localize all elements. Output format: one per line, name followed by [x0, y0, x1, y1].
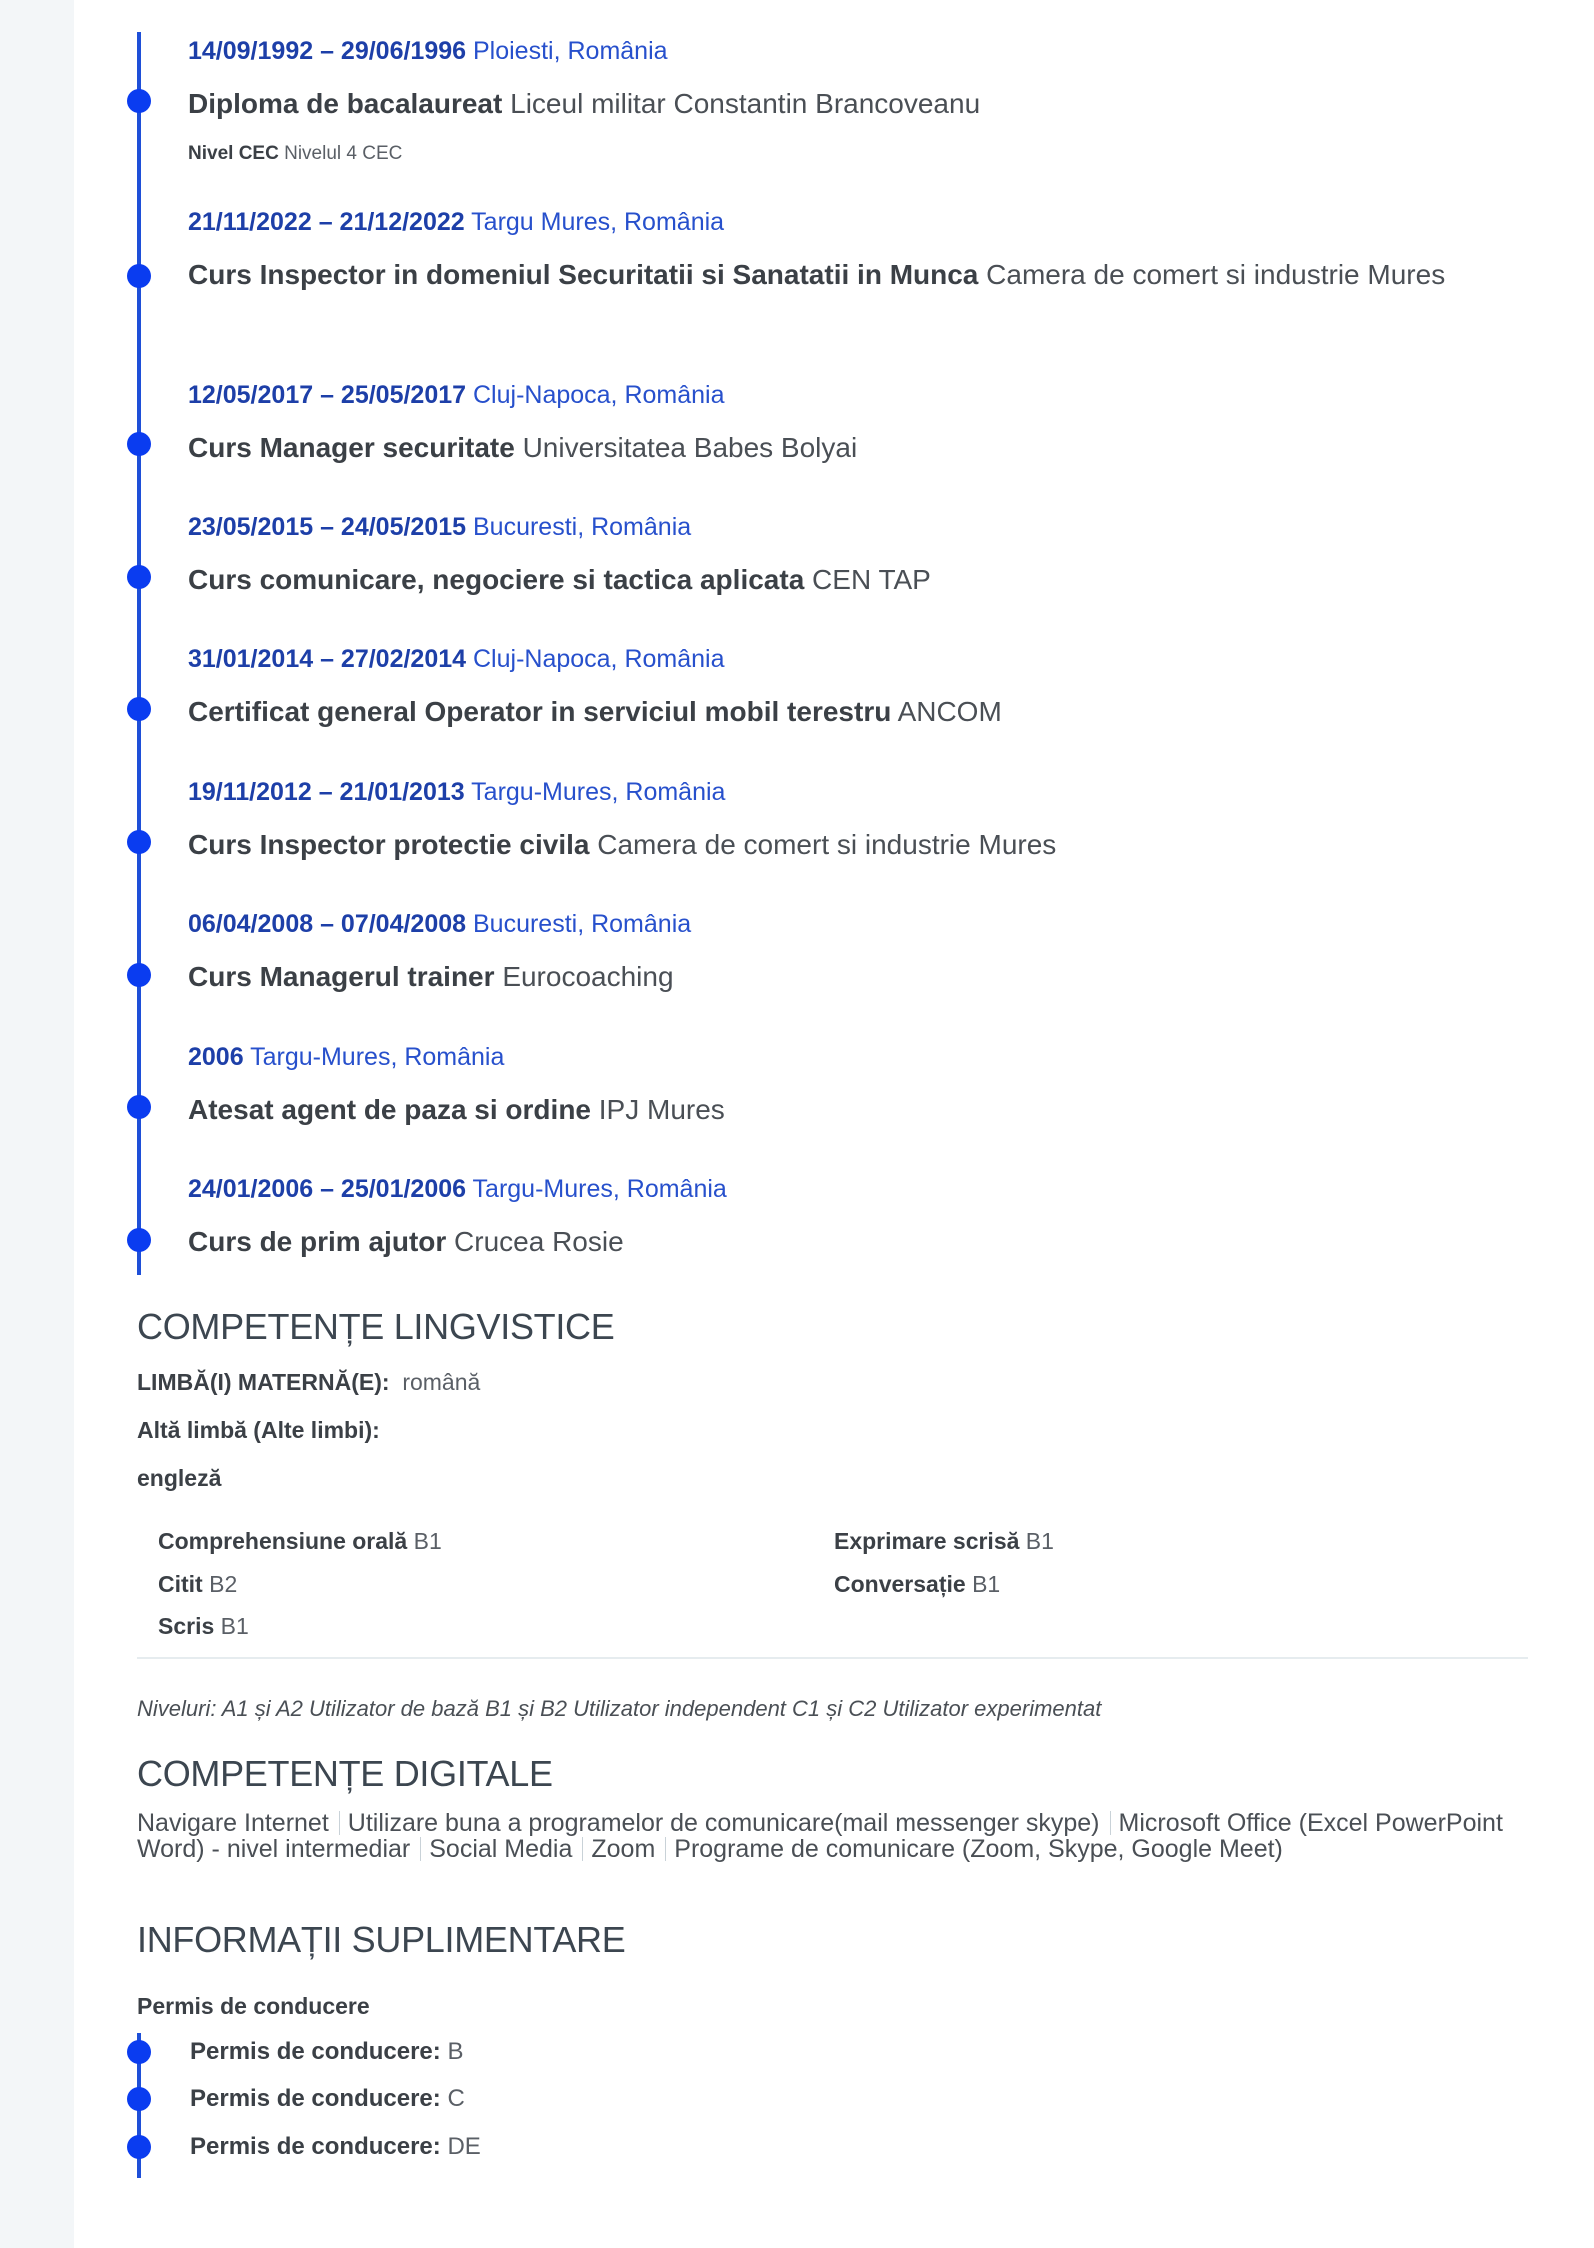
skill-level: B1	[413, 1528, 442, 1554]
other-language-name	[137, 1464, 221, 1492]
entry-title	[188, 561, 1528, 599]
skill-label: Exprimare scrisă	[834, 1528, 1020, 1554]
skill-label: Conversație	[834, 1571, 966, 1597]
timeline-dot-icon	[127, 830, 151, 854]
language-skills-heading: COMPETENȚE LINGVISTICE	[137, 1306, 615, 1347]
timeline-dot-icon	[127, 432, 151, 456]
entry-title	[188, 85, 1528, 123]
entry-title	[188, 958, 1528, 996]
digital-skills-list	[137, 1810, 1527, 1862]
education-entry	[188, 1174, 1528, 1261]
entry-location: Targu-Mures, România	[250, 1043, 505, 1071]
entry-dates: 21/11/2022 – 21/12/2022	[188, 208, 465, 236]
entry-location: Bucuresti, România	[473, 910, 692, 938]
entry-institution: Crucea Rosie	[454, 1226, 624, 1257]
entry-institution: Liceul militar Constantin Brancoveanu	[510, 88, 981, 119]
entry-dates: 06/04/2008 – 07/04/2008	[188, 910, 467, 938]
skill-reading	[158, 1570, 237, 1598]
entry-date-location	[188, 777, 1528, 807]
skill-level: B2	[209, 1571, 238, 1597]
entry-title	[188, 1091, 1528, 1129]
skill-level: B1	[220, 1613, 249, 1639]
additional-info-heading: INFORMAȚII SUPLIMENTARE	[137, 1919, 626, 1960]
education-entry	[188, 207, 1528, 294]
skill-label: Scris	[158, 1613, 215, 1639]
other-languages-row	[137, 1416, 380, 1444]
entry-dates: 14/09/1992 – 29/06/1996	[188, 37, 467, 65]
entry-dates: 2006	[188, 1043, 244, 1071]
skill-level: B1	[1025, 1528, 1054, 1554]
entry-title	[188, 256, 1528, 294]
timeline-dot-icon	[127, 89, 151, 113]
education-timeline-line	[137, 32, 141, 1275]
education-entry	[188, 644, 1528, 731]
entry-location: Targu Mures, România	[471, 208, 725, 236]
licence-dot-icon	[127, 2040, 151, 2064]
digital-skill: Programe de comunicare (Zoom, Skype, Google Meet)	[674, 1835, 1283, 1863]
licence-label: Permis de conducere:	[190, 2085, 441, 2112]
mother-tongue-value: română	[402, 1369, 481, 1395]
entry-institution: IPJ Mures	[598, 1094, 725, 1125]
entry-institution: ANCOM	[897, 696, 1002, 727]
entry-title	[188, 429, 1528, 467]
education-entry	[188, 36, 1528, 166]
language-name: engleză	[137, 1465, 222, 1491]
entry-dates: 24/01/2006 – 25/01/2006	[188, 1175, 467, 1203]
skill-label: Comprehensiune orală	[158, 1528, 408, 1554]
entry-title	[188, 826, 1528, 864]
entry-date-location	[188, 644, 1528, 674]
entry-dates: 19/11/2012 – 21/01/2013	[188, 778, 465, 806]
entry-location: Cluj-Napoca, România	[473, 645, 725, 673]
entry-date-location	[188, 512, 1528, 542]
licence-label: Permis de conducere:	[190, 2038, 441, 2065]
entry-institution: Camera de comert si industrie Mures	[986, 259, 1446, 290]
entry-date-location	[188, 36, 1528, 66]
licence-dot-icon	[127, 2135, 151, 2159]
entry-date-location	[188, 1174, 1528, 1204]
licence-dot-icon	[127, 2087, 151, 2111]
entry-dates: 12/05/2017 – 25/05/2017	[188, 381, 467, 409]
digital-skill: Utilizare buna a programelor de comunicare(mail messenger skype)	[347, 1809, 1100, 1837]
entry-eqf-level	[188, 142, 1528, 166]
education-entry	[188, 512, 1528, 599]
skill-spoken-interaction	[834, 1570, 1000, 1598]
entry-institution: Camera de comert si industrie Mures	[597, 829, 1057, 860]
entry-location: Cluj-Napoca, România	[473, 381, 725, 409]
other-languages-label: Altă limbă (Alte limbi):	[137, 1417, 380, 1443]
education-entry	[188, 909, 1528, 996]
entry-qualification: Curs de prim ajutor	[188, 1226, 447, 1257]
education-entry	[188, 380, 1528, 467]
entry-title	[188, 1223, 1528, 1261]
entry-qualification: Curs Managerul trainer	[188, 961, 495, 992]
divider	[137, 1657, 1528, 1659]
skill-level: B1	[972, 1571, 1001, 1597]
digital-skill: Social Media	[429, 1835, 573, 1863]
entry-dates: 23/05/2015 – 24/05/2015	[188, 513, 467, 541]
entry-institution: CEN TAP	[812, 564, 931, 595]
separator	[665, 1837, 666, 1861]
entry-dates: 31/01/2014 – 27/02/2014	[188, 645, 467, 673]
digital-skill: Navigare Internet	[137, 1809, 329, 1837]
licence-category: C	[447, 2085, 465, 2112]
entry-qualification: Certificat general Operator in serviciul mobil terestru	[188, 696, 892, 727]
timeline-dot-icon	[127, 1095, 151, 1119]
education-entry	[188, 1042, 1528, 1129]
entry-qualification: Atesat agent de paza si ordine	[188, 1094, 591, 1125]
digital-skill: Microsoft Office (Excel PowerPoint Word) - nivel intermediar	[137, 1809, 1503, 1863]
licence-item	[190, 2084, 465, 2114]
separator	[582, 1837, 583, 1861]
entry-qualification: Curs Inspector in domeniul Securitatii si Sanatatii in Munca	[188, 259, 979, 290]
skill-spoken-production	[834, 1527, 1054, 1555]
levels-note: Niveluri: A1 și A2 Utilizator de bază B1 și B2 Utilizator independent C1 și C2 Utilizator experimentat	[137, 1696, 1102, 1721]
side-panel	[0, 0, 74, 2248]
entry-institution: Universitatea Babes Bolyai	[522, 432, 858, 463]
licence-category: B	[447, 2038, 464, 2065]
entry-location: Targu-Mures, România	[472, 1175, 727, 1203]
skill-writing	[158, 1612, 249, 1640]
entry-qualification: Diploma de bacalaureat	[188, 88, 503, 119]
entry-date-location	[188, 909, 1528, 939]
timeline-dot-icon	[127, 264, 151, 288]
licence-item	[190, 2132, 481, 2162]
entry-date-location	[188, 207, 1528, 237]
timeline-dot-icon	[127, 963, 151, 987]
entry-qualification: Curs Manager securitate	[188, 432, 515, 463]
entry-institution: Eurocoaching	[502, 961, 674, 992]
digital-skills-heading: COMPETENȚE DIGITALE	[137, 1753, 553, 1794]
skill-label: Citit	[158, 1571, 203, 1597]
entry-date-location	[188, 1042, 1528, 1072]
eqf-label: Nivel CEC	[188, 143, 279, 164]
licence-item	[190, 2037, 463, 2067]
entry-location: Ploiesti, România	[473, 37, 668, 65]
licence-label: Permis de conducere:	[190, 2133, 441, 2160]
separator	[339, 1811, 340, 1835]
mother-tongue-label: LIMBĂ(I) MATERNĂ(E):	[137, 1369, 390, 1395]
mother-tongue-row	[137, 1368, 480, 1396]
entry-qualification: Curs comunicare, negociere si tactica aplicata	[188, 564, 805, 595]
timeline-dot-icon	[127, 565, 151, 589]
digital-skill: Zoom	[591, 1835, 656, 1863]
eqf-value: Nivelul 4 CEC	[284, 143, 403, 164]
licence-category: DE	[447, 2133, 481, 2160]
timeline-dot-icon	[127, 1228, 151, 1252]
entry-date-location	[188, 380, 1528, 410]
group-label: Permis de conducere	[137, 1993, 370, 2019]
driving-licence-group-label	[137, 1992, 370, 2020]
entry-title	[188, 693, 1528, 731]
separator	[420, 1837, 421, 1861]
timeline-dot-icon	[127, 697, 151, 721]
entry-location: Targu-Mures, România	[471, 778, 726, 806]
education-entry	[188, 777, 1528, 864]
skill-listening	[158, 1527, 442, 1555]
entry-qualification: Curs Inspector protectie civila	[188, 829, 590, 860]
entry-location: Bucuresti, România	[473, 513, 692, 541]
separator	[1110, 1811, 1111, 1835]
